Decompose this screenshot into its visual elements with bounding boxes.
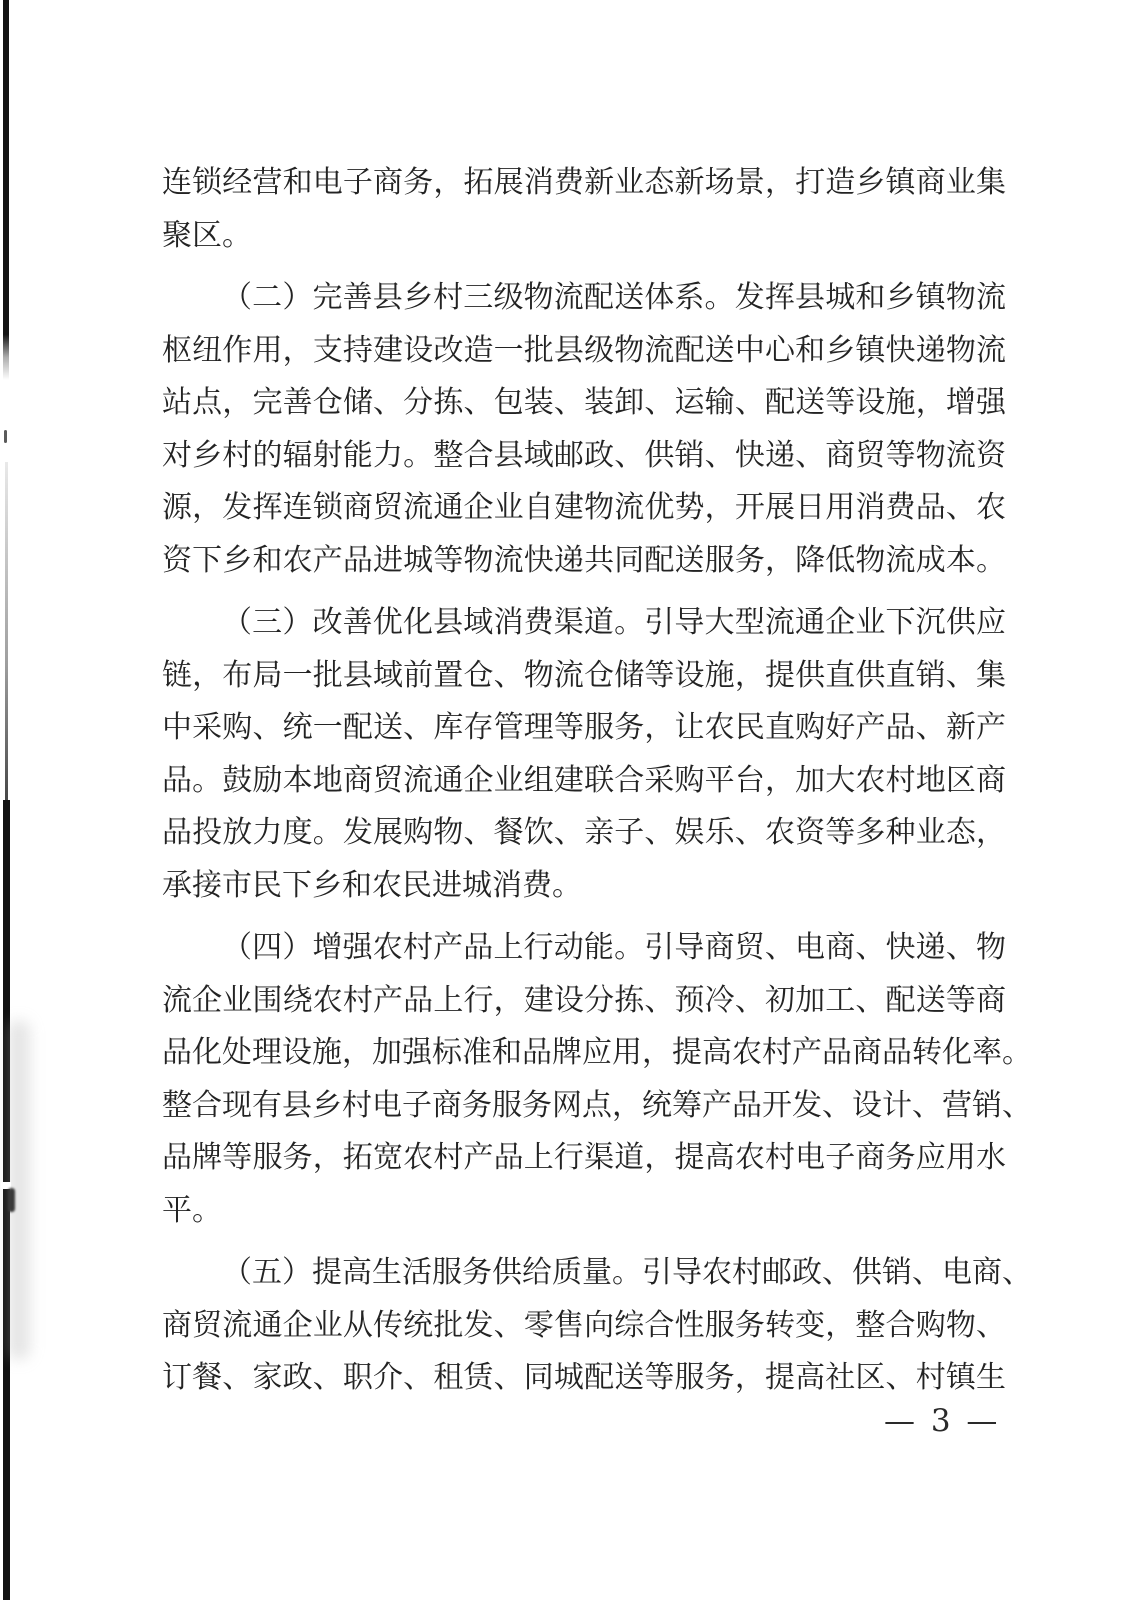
paragraph <box>162 272 1006 587</box>
text-line: 品牌等服务，拓宽农村产品上行渠道，提高农村电子商务应用水 <box>162 1140 1006 1175</box>
paragraph <box>162 1247 1032 1405</box>
text-line: 连锁经营和电子商务，拓展消费新业态新场景，打造乡镇商业集 <box>162 165 1006 200</box>
text-line: （三）改善优化县域消费渠道。引导大型流通企业下沉供应 <box>222 605 1006 640</box>
text-line: 源，发挥连锁商贸流通企业自建物流优势，开展日用消费品、农 <box>162 490 1006 525</box>
paragraph <box>162 157 1006 262</box>
text-line: 订餐、家政、职介、租赁、同城配送等服务，提高社区、村镇生 <box>162 1360 1006 1395</box>
text-line: 流企业围绕农村产品上行，建设分拣、预冷、初加工、配送等商 <box>162 982 1006 1018</box>
text-line: 聚区。 <box>162 217 252 253</box>
paragraph <box>162 922 1032 1237</box>
text-line: 中采购、统一配送、库存管理等服务，让农民直购好产品、新产 <box>162 710 1006 745</box>
text-line: 整合现有县乡村电子商务服务网点，统筹产品开发、设计、营销、 <box>162 1087 1032 1123</box>
text-line: （五）提高生活服务供给质量。引导农村邮政、供销、电商、 <box>222 1255 1032 1290</box>
text-line: 链，布局一批县域前置仓、物流仓储等设施，提供直供直销、集 <box>162 657 1006 693</box>
text-line: 站点，完善仓储、分拣、包装、装卸、运输、配送等设施，增强 <box>162 385 1006 420</box>
text-line: 品化处理设施，加强标准和品牌应用，提高农村产品商品转化率。 <box>162 1035 1032 1070</box>
text-line: 平。 <box>162 1192 222 1228</box>
paragraph <box>162 597 1006 912</box>
text-line: 资下乡和农产品进城等物流快递共同配送服务，降低物流成本。 <box>162 542 1006 578</box>
text-line: 品。鼓励本地商贸流通企业组建联合采购平台，加大农村地区商 <box>162 762 1006 798</box>
text-line: 品投放力度。发展购物、餐饮、亲子、娱乐、农资等多种业态， <box>162 815 1006 850</box>
page-number: — 3 — <box>884 1403 1001 1439</box>
scan-artifact-edge-line-faint <box>5 462 8 800</box>
scan-artifact-ink-blot <box>8 1188 15 1212</box>
text-line: 承接市民下乡和农民进城消费。 <box>162 867 582 903</box>
text-line: 枢纽作用，支持建设改造一批县级物流配送中心和乡镇快递物流 <box>162 332 1006 368</box>
document-body <box>162 157 1032 1405</box>
scan-artifact-edge-line-top <box>3 0 9 380</box>
scan-artifact-speck <box>4 430 7 443</box>
text-line: （二）完善县乡村三级物流配送体系。发挥县城和乡镇物流 <box>222 280 1006 315</box>
text-line: 对乡村的辐射能力。整合县域邮政、供销、快递、商贸等物流资 <box>162 437 1006 473</box>
text-line: （四）增强农村产品上行动能。引导商贸、电商、快递、物 <box>222 930 1006 965</box>
text-line: 商贸流通企业从传统批发、零售向综合性服务转变，整合购物、 <box>162 1307 1006 1343</box>
